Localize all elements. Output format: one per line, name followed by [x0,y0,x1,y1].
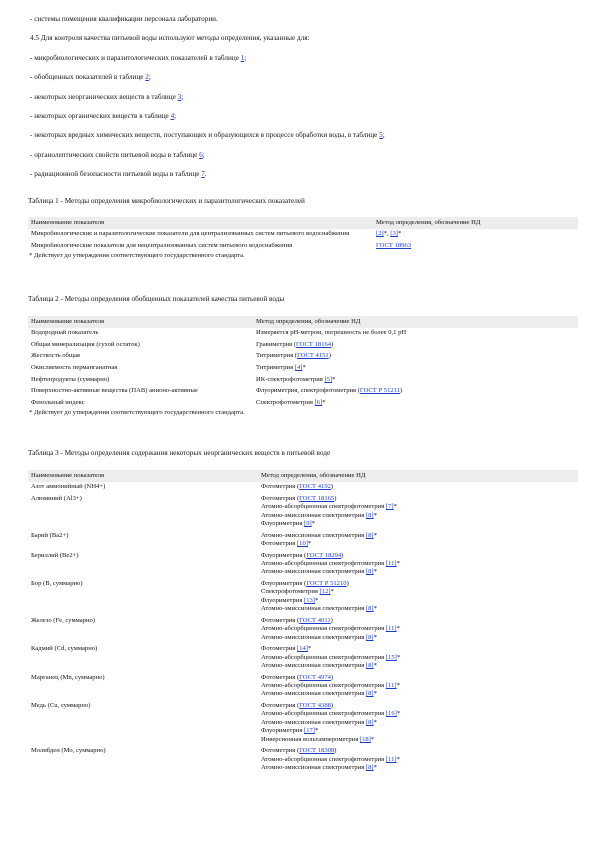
method-cell [253,397,578,409]
text-run: * [398,230,402,238]
text-run: Атомно-эмиссионная спектрометрия [261,605,366,613]
method-line [261,532,575,540]
paragraph [30,150,575,160]
text-run: Спектрофотометрия [261,588,320,596]
method-cell [373,229,578,241]
reference-link[interactable]: [11] [385,755,397,763]
table-row [28,482,578,494]
table-row [28,339,578,351]
text-run: - микробиологических и паразитологических показателей в таблице [30,53,241,62]
reference-link[interactable]: [8] [365,568,374,576]
indicator-name: Кадмий (Cd, суммарно) [31,645,98,653]
method-line [256,352,575,360]
method-line [261,503,575,511]
method-line [261,662,575,670]
reference-link[interactable]: ГОСТ 18308 [299,747,335,755]
column-header: Наименование показателя [28,470,258,482]
reference-link[interactable]: [3] [390,230,398,238]
indicator-name: Бериллий (Be2+) [31,551,79,559]
intro-paragraphs [30,14,575,189]
reference-link[interactable]: [6] [314,398,323,406]
text-run: Атомно-абсорбционная спектрофотометрия [261,710,386,718]
method-cell [258,672,578,700]
text-run: - радиационной безопасности питьевой воды в таблице [30,170,202,179]
text-run: Атомно-абсорбционная спектрофотометрия [261,503,386,511]
paragraph [30,72,575,82]
text-run: Титриметрия ( [256,352,297,360]
text-run: * [307,645,312,653]
reference-link[interactable]: [8] [365,531,374,539]
text-run: * [396,682,400,690]
text-run: * [373,531,377,539]
text-run: - некоторых вредных химических веществ, поступающих и образующихся в процессе обработки воды, в таблице [30,131,380,140]
text-run: Атомно-эмиссионная спектрометрия [261,764,366,772]
text-run: ) [330,702,334,710]
reference-link[interactable]: [11] [385,560,397,567]
text-run: Измеряется рН-метром, погрешность не более 0,1 pH [256,329,407,337]
text-run: * [396,755,400,763]
text-run: Фотометрия ( [261,702,300,710]
reference-link[interactable]: [14] [296,645,308,653]
text-run: Атомно-эмиссионная спектрометрия [261,662,366,670]
text-run: * [373,511,377,519]
reference-link[interactable]: [2] [376,230,384,238]
indicator-name: Железо (Fe, суммарно) [31,616,95,624]
table-row [28,493,578,530]
method-line [376,242,575,250]
method-cell [258,493,578,530]
table-row [28,644,578,672]
column-header: Наименование показателя [28,217,373,229]
reference-link[interactable]: [17] [304,727,315,735]
column-header: Наименование показателя [28,316,253,328]
method-line [261,682,575,690]
method-line [261,588,575,596]
text-run: * [373,690,377,698]
text-run: - некоторых неорганических веществ в таблице [30,92,178,101]
text-run: * [373,662,377,670]
reference-link[interactable]: ГОСТ 4388 [299,702,331,710]
reference-link[interactable]: 4 [170,111,175,120]
text-run: Атомно-абсорбционная спектрофотометрия [261,755,386,763]
text-run: Фотометрия [261,540,297,547]
indicator-name: Медь (Cu, суммарно) [31,702,91,710]
text-run: - системы помещения квалификации персонала лаборатории. [30,15,218,23]
table-row [28,386,578,398]
table-row [28,530,578,550]
method-cell [253,339,578,351]
method-cell [253,328,578,340]
text-run: Флуориметрия, спектрофотометрия ( [256,387,360,395]
indicator-name: Общая минерализация (сухой остаток) [31,340,140,348]
method-line [261,747,575,755]
method-line [261,690,575,698]
reference-link[interactable]: [5] [324,375,333,383]
text-run: - обобщенных показателей в таблице [30,73,146,82]
method-line [261,483,575,491]
method-line [256,399,575,407]
method-cell [258,700,578,745]
reference-link[interactable]: [18] [359,735,371,743]
text-run: * [396,560,400,567]
text-run: ИК-спектрофотометрия [256,375,325,383]
text-run: - некоторых органических веществ в таблице [30,111,171,120]
table-row [28,229,578,241]
indicator-name: Поверхностно-активные вещества (ПАВ) анионо-активные [31,387,198,395]
reference-link[interactable]: 2 [145,73,149,82]
text-run: Атомно-абсорбционная спектрофотометрия [261,653,386,661]
indicator-name: Нефтепродукты (суммарно) [31,375,110,383]
method-line [256,364,575,372]
method-cell [258,550,578,578]
table-2-block [28,294,578,417]
text-run: *, [383,230,391,238]
reference-link[interactable]: [11] [385,625,397,633]
text-run: ) [331,340,334,348]
method-cell [258,578,578,615]
text-run: Атомно-эмиссионная спектрометрия [261,568,366,576]
column-header: Метод определения, обозначение НД [258,470,578,482]
reference-link[interactable]: [8] [365,690,374,698]
text-run: Титриметрия [256,363,295,371]
paragraph [30,111,575,121]
method-line [261,756,575,764]
text-run: * [307,540,312,547]
text-run: ; [174,111,177,120]
text-run: Фотометрия ( [261,483,300,491]
reference-link[interactable]: ГОСТ 4974 [299,673,331,681]
table-1-block [28,196,578,260]
method-line [256,376,575,384]
text-run: Флуориметрия ( [261,551,307,559]
method-line [261,605,575,613]
table-1-note: * Действует до утверждения соответствующего государственного стандарта. [29,251,245,259]
text-run: Атомно-эмиссионная спектрометрия [261,633,366,641]
method-line [261,727,575,735]
reference-link[interactable]: 1 [240,53,245,62]
text-run: Спектрофотометрия [256,398,315,406]
text-run: ) [330,673,334,681]
text-run: Флуориметрия [261,520,304,527]
reference-link[interactable]: ГОСТ 4151 [296,352,329,360]
text-run: . [204,170,207,179]
method-line [261,674,575,682]
text-run: Атомно-эмиссионная спектрометрия [261,511,366,519]
text-run: Инверсионная вольтамперометрия [261,735,360,743]
table-3-caption: Таблица 3 - Методы определения содержания некоторых неорганических веществ в питьевой воде [28,449,331,457]
text-run: * [396,710,401,718]
method-line [261,597,575,605]
method-line [261,540,575,548]
text-run: ; [382,131,385,140]
text-run: ) [330,483,334,491]
text-run: * [373,764,377,772]
column-header: Метод определения, обозначение НД [373,217,578,229]
indicator-name: Водородный показатель [31,329,99,337]
reference-link[interactable]: [7] [385,503,394,511]
table-2 [28,316,578,409]
column-header: Метод определения, обозначение НД [253,316,578,328]
table-header-row [28,217,578,229]
reference-link[interactable]: 7 [201,170,205,179]
indicator-name: Окисляемость перманганатная [31,363,118,371]
text-run: Атомно-абсорбционная спектрофотометрия [261,625,386,633]
text-run: * [311,520,315,527]
method-line [261,560,575,568]
method-line [376,230,575,238]
method-line [261,552,575,560]
text-run: Фотометрия ( [261,494,300,502]
reference-link[interactable]: ГОСТ 18963 [376,241,412,249]
text-run: Атомно-абсорбционная спектрофотометрия [261,682,386,690]
table-row [28,351,578,363]
method-cell [258,746,578,774]
text-run: Флуориметрия [261,596,304,604]
method-line [261,580,575,588]
table-row [28,700,578,745]
reference-link[interactable]: ГОСТ Р 51210 [306,580,347,587]
paragraph [30,92,575,102]
table-row [28,397,578,409]
indicator-name: Фенольный индекс [31,398,85,406]
table-3-block [28,448,578,774]
method-line [261,617,575,625]
method-line [261,710,575,718]
indicator-name: Бор (B, суммарно) [31,580,83,587]
paragraph [30,14,575,24]
reference-link[interactable]: [11] [385,682,397,690]
table-header-row [28,470,578,482]
method-cell [253,351,578,363]
text-run: Фотометрия [261,645,297,653]
reference-link[interactable]: [4] [294,363,303,371]
table-row [28,550,578,578]
reference-link[interactable]: ГОСТ 4192 [299,483,331,491]
method-cell [253,362,578,374]
text-run: 4.5 Для контроля качества питьевой воды используют методы определения, указанные для: [30,34,310,43]
text-run: Фотометрия ( [261,673,300,681]
indicator-name: Алюминий (Al3+) [31,494,82,502]
indicator-name: Барий (Ba2+) [31,531,69,539]
method-line [261,568,575,576]
table-row [28,578,578,615]
table-row [28,362,578,374]
reference-link[interactable]: ГОСТ 18164 [296,340,332,348]
text-run: Атомно-абсорбционная спектрофотометрия [261,560,386,567]
reference-link[interactable]: [16] [385,710,397,718]
method-line [261,654,575,662]
indicator-name: Марганец (Mn, суммарно) [31,673,105,681]
table-row [28,240,578,252]
reference-link[interactable]: [12] [319,588,331,596]
paragraph [30,33,575,43]
reference-link[interactable]: [8] [365,764,374,772]
table-2-caption: Таблица 2 - Методы определения обобщенных показателей качества питьевой воды [28,295,285,303]
text-run: Флуориметрия [261,727,304,735]
text-run: Атомно-эмиссионная спектрометрия [261,690,366,698]
reference-link[interactable]: [8] [365,511,374,519]
text-run: Флуориметрия ( [261,580,307,587]
method-line [261,495,575,503]
method-cell [258,644,578,672]
text-run: ) [341,551,344,559]
reference-link[interactable]: [10] [296,540,308,547]
table-row [28,746,578,774]
reference-link[interactable]: [8] [365,633,374,641]
text-run: * [370,735,375,743]
reference-link[interactable]: [15] [385,653,397,661]
text-run: ; [244,53,247,62]
method-line [256,341,575,349]
text-run: Гравиметрия ( [256,340,297,348]
reference-link[interactable]: ГОСТ Р 51211 [359,387,401,395]
method-cell [258,530,578,550]
method-cell [253,374,578,386]
indicator-name: Азот аммонийный (NH4+) [31,483,106,491]
text-run: * [373,568,377,576]
text-run: Атомно-эмиссионная спектрометрия [261,531,366,539]
indicator-name: Молибден (Mo, суммарно) [31,747,106,755]
method-line [261,736,575,744]
table-2-note: * Действует до утверждения соответствующего государственного стандарта. [29,408,245,416]
method-line [261,702,575,710]
text-run: * [373,718,377,726]
text-run: ; [202,150,205,159]
method-line [261,634,575,642]
text-run: * [332,375,336,383]
table-1 [28,217,578,252]
method-line [256,329,575,337]
method-cell [258,615,578,643]
method-line [261,645,575,653]
reference-link[interactable]: ГОСТ 18165 [299,494,335,502]
text-run: Фотометрия ( [261,616,300,624]
paragraph [30,53,575,63]
indicator-name: Микробиологические и паразитологические показатели для централизованных систем питьевого водоснабжения [31,230,350,238]
text-run: - органолептических свойств питьевой воды в таблице [30,150,200,159]
text-run: * [396,625,400,633]
method-cell [258,482,578,494]
text-run: * [315,727,319,735]
method-cell [373,240,578,252]
table-1-caption: Таблица 1 - Методы определения микробиологических и паразитологических показателей [28,197,305,205]
table-header-row [28,316,578,328]
reference-link[interactable]: [13] [304,596,315,604]
text-run: * [315,596,319,604]
text-run: ) [330,616,333,624]
text-run: ) [334,747,337,755]
indicator-name: Микробиологические показатели для нецентрализованных систем питьевого водоснабжения [31,241,293,249]
table-row [28,328,578,340]
reference-link[interactable]: [8] [365,662,374,670]
method-line [261,625,575,633]
method-cell [253,386,578,398]
table-row [28,615,578,643]
reference-link[interactable]: 6 [199,150,203,159]
text-run: ) [334,494,337,502]
text-run: * [330,588,334,596]
text-run: ; [148,73,151,82]
reference-link[interactable]: [9] [304,520,312,527]
text-run: * [393,503,397,511]
table-row [28,672,578,700]
method-line [256,387,575,395]
text-run: * [322,398,326,406]
method-line [261,520,575,528]
text-run: ) [400,387,403,395]
reference-link[interactable]: 5 [379,131,383,140]
reference-link[interactable]: 3 [177,92,182,101]
reference-link[interactable]: ГОСТ 18294 [306,551,342,559]
paragraph [30,169,575,179]
indicator-name: Жесткость общая [31,352,80,360]
text-run: Фотометрия ( [261,747,300,755]
text-run: * [373,633,377,641]
method-line [261,764,575,772]
method-line [261,719,575,727]
text-run: ) [346,580,349,587]
text-run: ) [328,352,331,360]
table-3 [28,470,578,774]
text-run: * [302,363,306,371]
text-run: ; [181,92,184,101]
text-run: * [373,605,377,613]
reference-link[interactable]: ГОСТ 4011 [299,616,331,624]
text-run: * [396,653,401,661]
reference-link[interactable]: [8] [365,718,374,726]
paragraph [30,130,575,140]
text-run: Атомно-эмиссионная спектрометрия [261,718,366,726]
table-row [28,374,578,386]
reference-link[interactable]: [8] [365,605,374,613]
method-line [261,512,575,520]
